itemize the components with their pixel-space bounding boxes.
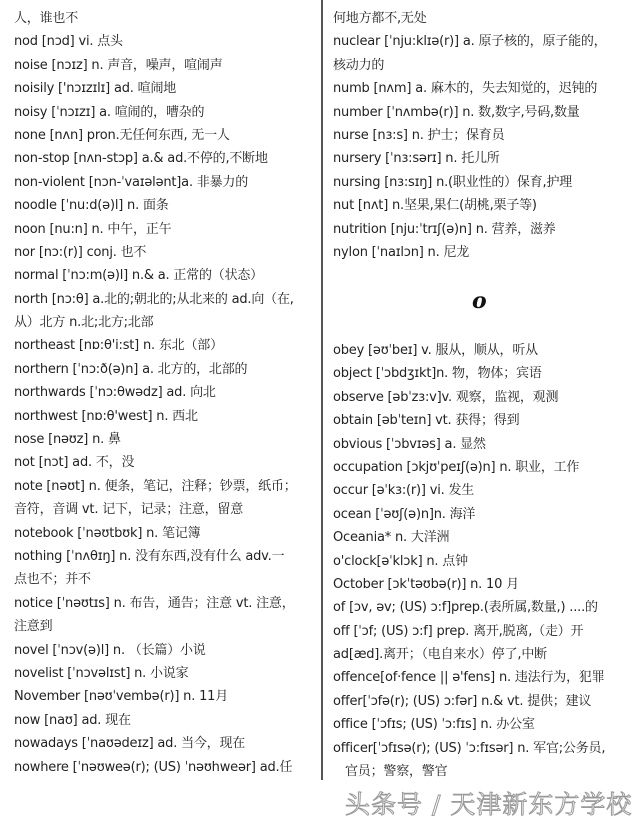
vocab-line: 核动力的 bbox=[333, 57, 385, 73]
vocab-line: off [ˈɔf; (US) ɔ:f] prep. 离开,脱离,（走）开 bbox=[333, 623, 584, 639]
vocab-line: numb [nʌm] a. 麻木的，失去知觉的，迟钝的 bbox=[333, 81, 598, 97]
vocab-line: offer[ˈɔfə(r); (US) ɔ:fər] n.& vt. 提供；建议 bbox=[333, 693, 592, 709]
vocab-line: October [ɔkˈtəʊbə(r)] n. 10 月 bbox=[333, 576, 519, 592]
vocab-line: nut [nʌt] n.坚果,果仁(胡桃,栗子等) bbox=[333, 198, 537, 214]
vocab-line: nose [nəʊz] n. 鼻 bbox=[14, 432, 121, 448]
vocab-line: nowhere [ˈnəʊweə(r); (US) ˈnəʊhweər] ad.任 bbox=[14, 759, 293, 775]
vocab-line: 音符，音调 vt. 记下，记录；注意，留意 bbox=[14, 502, 243, 518]
vocab-line: northwest [nɒ:θ'west] n. 西北 bbox=[14, 408, 198, 424]
vocab-line: none [nʌn] pron.无任何东西, 无一人 bbox=[14, 127, 230, 143]
vocab-line: northeast [nɒ:θ'i:st] n. 东北（部） bbox=[14, 338, 223, 354]
vocab-line: officer[ˈɔfɪsə(r); (US) ˈɔ:fɪsər] n. 军官;公务员, bbox=[333, 740, 606, 756]
watermark: 头条号 / 天津新东方学校 bbox=[345, 790, 633, 819]
vocab-line: nursery [ˈnɜ:sərɪ] n. 托儿所 bbox=[333, 151, 500, 167]
vocab-line: noodle [ˈnu:d(ə)l] n. 面条 bbox=[14, 198, 169, 214]
vocab-line: nursing [nɜ:sɪŋ] n.(职业性的）保育,护理 bbox=[333, 174, 573, 190]
vocab-line: 何地方都不,无处 bbox=[333, 11, 427, 26]
vocab-line: occur [əˈkɜ:(r)] vi. 发生 bbox=[333, 483, 475, 499]
vocab-line: November [nəʊˈvembə(r)] n. 11月 bbox=[14, 689, 229, 705]
vocab-line: nylon [ˈnaɪlɔn] n. 尼龙 bbox=[333, 244, 470, 260]
vocab-line: not [nɔt] ad. 不，没 bbox=[14, 455, 135, 471]
vocab-line: noon [nu:n] n. 中午，正午 bbox=[14, 221, 172, 237]
vocab-line: novel [ˈnɔv(ə)l] n. （长篇）小说 bbox=[14, 642, 206, 658]
vocab-line: obvious [ˈɔbvɪəs] a. 显然 bbox=[333, 436, 486, 452]
vocab-line: object [ˈɔbdʒɪkt]n. 物，物体；宾语 bbox=[333, 366, 542, 382]
vocab-line: 从）北方 n.北;北方;北部 bbox=[14, 315, 154, 331]
vocab-line: ad[æd].离开；（电自来水）停了,中断 bbox=[333, 647, 547, 663]
left-column bbox=[14, 7, 297, 779]
vocab-line: office [ˈɔfɪs; (US) ˈɔ:fɪs] n. 办公室 bbox=[333, 717, 535, 733]
vocab-line: normal [ˈnɔ:m(ə)l] n.& a. 正常的（状态） bbox=[14, 268, 263, 284]
vocab-line: noisily ['nɔɪzɪlɪ] ad. 喧闹地 bbox=[14, 81, 177, 97]
vocab-line: non-stop [nʌn-stɔp] a.& ad.不停的,不断地 bbox=[14, 151, 268, 167]
vocab-line: o'clock[əˈklɔk] n. 点钟 bbox=[333, 553, 468, 569]
vocab-line: noisy [ˈnɔɪzɪ] a. 喧闹的，嘈杂的 bbox=[14, 104, 205, 120]
vocab-line: notebook [ˈnəʊtbʊk] n. 笔记簿 bbox=[14, 525, 201, 541]
vocab-line: noise [nɔɪz] n. 声音，噪声，喧闹声 bbox=[14, 57, 223, 73]
section-heading-o: o bbox=[472, 288, 487, 314]
right-column-o-words bbox=[333, 339, 605, 783]
vocab-line: nuclear [ˈnju:klɪə(r)] a. 原子核的，原子能的， bbox=[333, 34, 607, 50]
vocab-line: observe [əbˈzɜ:v]v. 观察，监视，观测 bbox=[333, 389, 559, 405]
vocab-line: number [ˈnʌmbə(r)] n. 数,数字,号码,数量 bbox=[333, 104, 580, 120]
vocab-line: notice [ˈnəʊtɪs] n. 布告，通告；注意 vt. 注意， bbox=[14, 595, 295, 611]
vocab-line: 点也不；并不 bbox=[14, 572, 91, 588]
vocab-line: Oceania* n. 大洋洲 bbox=[333, 530, 450, 546]
vocab-line: non-violent [nɔn-ˈvaɪəlәnt]a. 非暴力的 bbox=[14, 174, 249, 190]
vocab-line: of [ɔv, əv; (US) ɔ:f]prep.(表所属,数量,) ....的 bbox=[333, 600, 598, 616]
column-divider bbox=[321, 0, 323, 780]
vocab-line: nod [nɔd] vi. 点头 bbox=[14, 34, 123, 50]
vocab-line: obtain [əbˈteɪn] vt. 获得；得到 bbox=[333, 413, 520, 429]
vocab-line: nutrition [nju:ˈtrɪʃ(ə)n] n. 营养，滋养 bbox=[333, 221, 556, 237]
vocab-line: obey [əʊˈbeɪ] v. 服从，顺从，听从 bbox=[333, 343, 538, 358]
vocab-line: offence[of·fence || ə'fens] n. 违法行为，犯罪 bbox=[333, 670, 605, 686]
vocab-line: note [nəʊt] n. 便条，笔记，注释；钞票，纸币； bbox=[14, 478, 297, 494]
vocab-line: 注意到 bbox=[14, 619, 53, 635]
vocab-line: ocean [ˈəʊʃ(ə)n]n. 海洋 bbox=[333, 506, 476, 522]
vocab-line: occupation [ɔkjʊˈpeɪʃ(ə)n] n. 职业，工作 bbox=[333, 459, 580, 475]
vocab-line: north [nɔ:θ] a.北的;朝北的;从北来的 ad.向（在, bbox=[14, 291, 294, 307]
vocab-line: novelist [ˈnɔvəlɪst] n. 小说家 bbox=[14, 665, 189, 681]
vocab-line: now [naʊ] ad. 现在 bbox=[14, 712, 131, 728]
vocab-line: nor [nɔ:(r)] conj. 也不 bbox=[14, 244, 147, 260]
vocab-line: nurse [nɜ:s] n. 护士；保育员 bbox=[333, 127, 505, 143]
vocab-line: nowadays [ˈnaʊədeɪz] ad. 当今，现在 bbox=[14, 736, 246, 752]
vocab-line: northwards [ˈnɔ:θwədz] ad. 向北 bbox=[14, 385, 216, 401]
vocab-line: 人，谁也不 bbox=[14, 11, 79, 26]
vocab-line: 官员；警察，警官 bbox=[345, 764, 448, 780]
vocab-line: northern [ˈnɔ:ð(ə)n] a. 北方的，北部的 bbox=[14, 361, 248, 377]
right-column-n-words bbox=[333, 7, 607, 264]
vocab-line: nothing [ˈnʌθɪŋ] n. 没有东西,没有什么 adv.一 bbox=[14, 548, 285, 564]
